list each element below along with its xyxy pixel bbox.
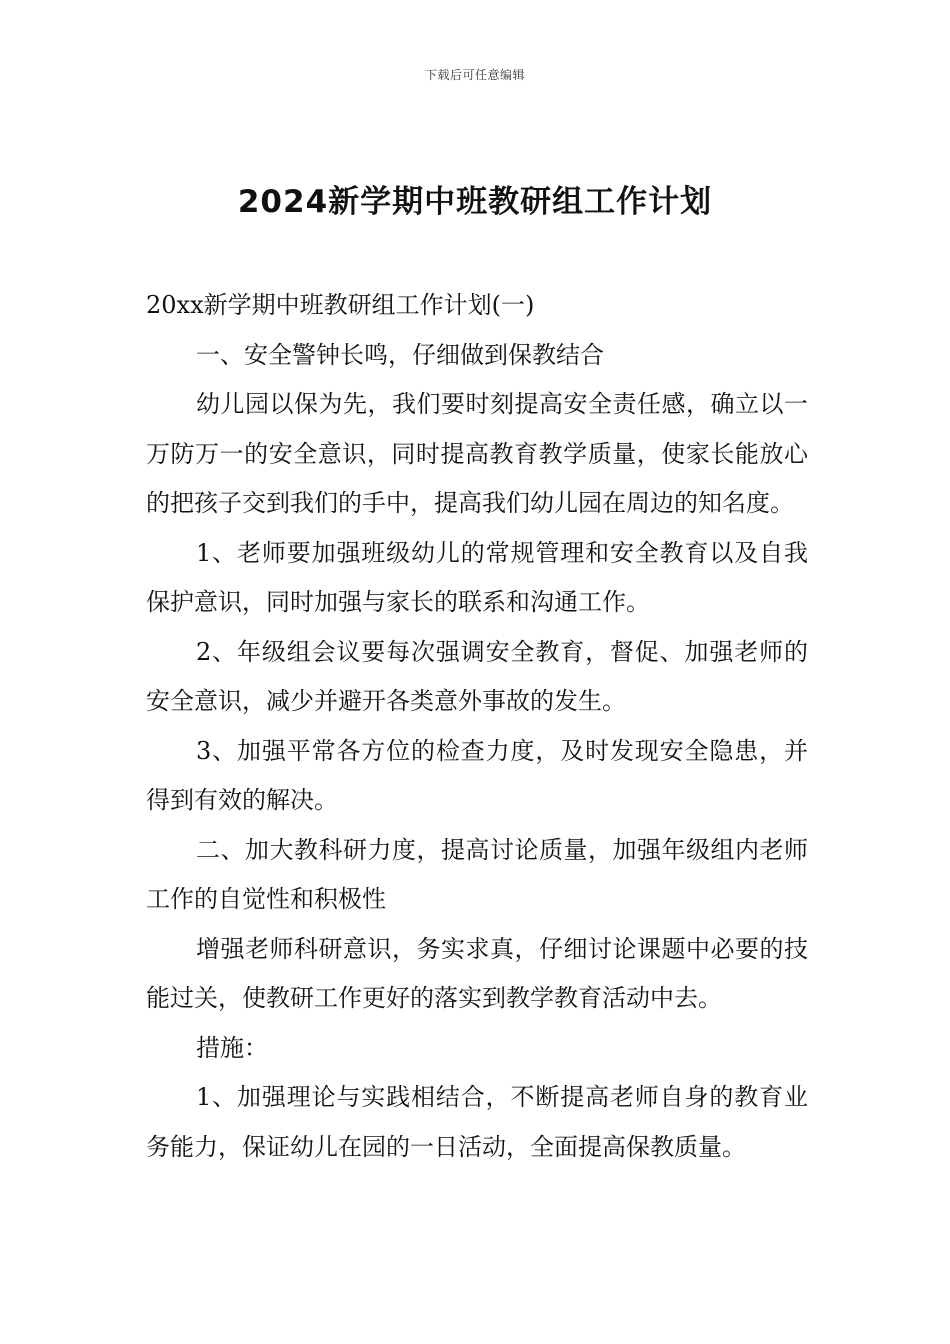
document-body bbox=[146, 281, 808, 1172]
paragraph: 1、老师要加强班级幼儿的常规管理和安全教育以及自我保护意识，同时加强与家长的联系和沟通工作。 bbox=[146, 538, 808, 616]
paragraph: 二、加大教科研力度，提高讨论质量，加强年级组内老师工作的自觉性和积极性 bbox=[146, 835, 808, 913]
document-title: 2024新学期中班教研组工作计划 bbox=[237, 184, 713, 220]
paragraph: 1、加强理论与实践相结合，不断提高老师自身的教育业务能力，保证幼儿在园的一日活动，全面提高保教质量。 bbox=[146, 1083, 808, 1161]
section-subtitle: 20xx新学期中班教研组工作计划(一) bbox=[146, 291, 535, 319]
header-note: 下载后可任意编辑 bbox=[424, 68, 525, 82]
paragraph: 增强老师科研意识，务实求真，仔细讨论课题中必要的技能过关，使教研工作更好的落实到教学教育活动中去。 bbox=[146, 934, 808, 1012]
paragraph: 一、安全警钟长鸣，仔细做到保教结合 bbox=[196, 340, 604, 369]
paragraph: 措施： bbox=[196, 1033, 268, 1062]
paragraph: 2、年级组会议要每次强调安全教育，督促、加强老师的安全意识，减少并避开各类意外事故的发生。 bbox=[146, 637, 808, 715]
paragraph: 幼儿园以保为先，我们要时刻提高安全责任感，确立以一万防万一的安全意识，同时提高教育教学质量，使家长能放心的把孩子交到我们的手中，提高我们幼儿园在周边的知名度。 bbox=[146, 390, 808, 517]
paragraph: 3、加强平常各方位的检查力度，及时发现安全隐患，并得到有效的解决。 bbox=[146, 736, 808, 814]
